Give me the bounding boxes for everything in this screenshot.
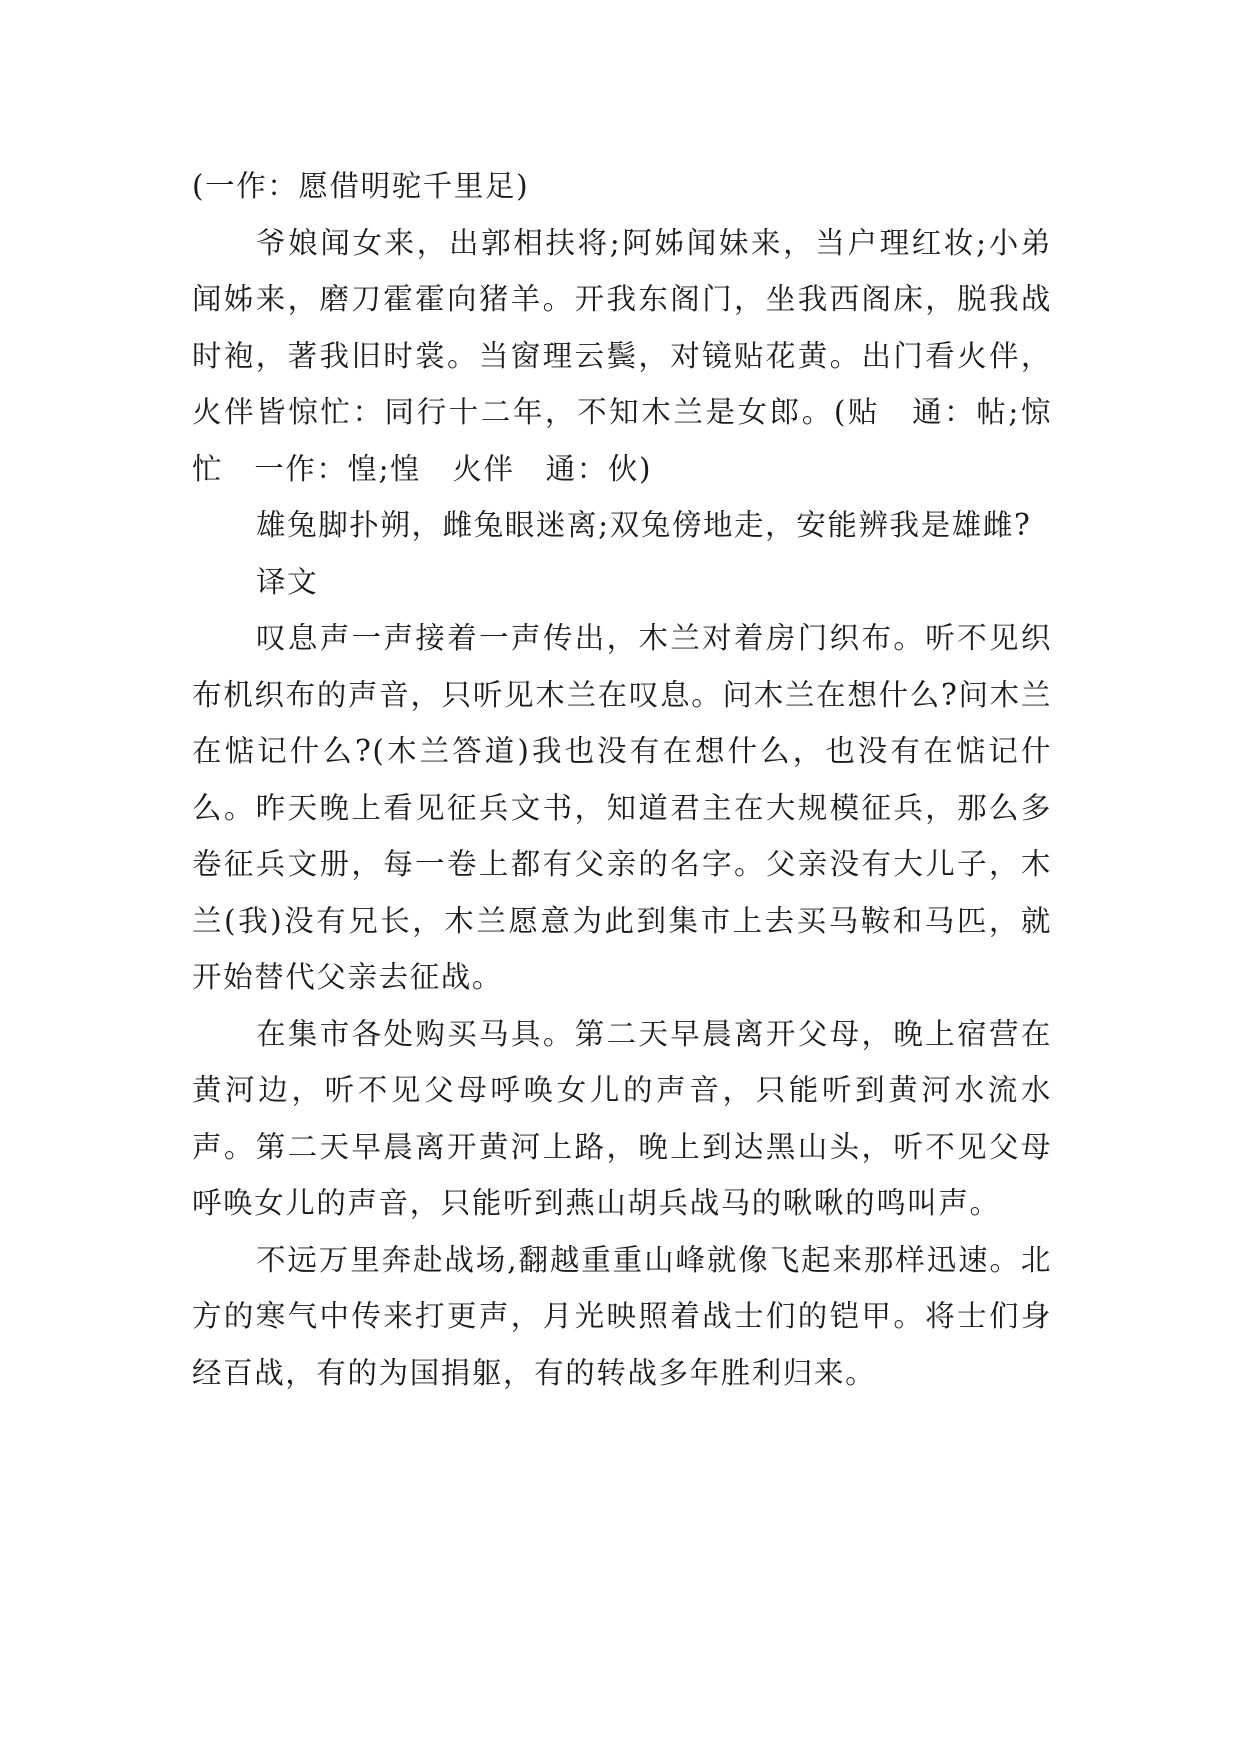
translation-heading: 译文 <box>256 564 319 599</box>
alt-reading-note: (一作：愿借明驼千里足) <box>192 169 530 203</box>
translation-paragraph-2: 在集市各处购买马具。第二天早晨离开父母，晚上宿营在黄河边，听不见父母呼唤女儿的声音，只能听到黄河水流水声。第二天早晨离开黄河上路，晚上到达黑山头，听不见父母呼唤女儿的声音，只能听到燕山胡兵战马的啾啾的鸣叫声。 <box>192 1016 1052 1220</box>
poem-stanza-homecoming: 爷娘闻女来，出郭相扶将;阿姊闻妹来，当户理红妆;小弟闻姊来，磨刀霍霍向猪羊。开我东阁门，坐我西阁床，脱我战时袍，著我旧时裳。当窗理云鬓，对镜贴花黄。出门看火伴，火伴皆惊忙：同行十二年，不知木兰是女郎。(贴 通：帖;惊忙 一作：惶;惶 火伴 通：伙) <box>192 225 1052 486</box>
translation-paragraph-3: 不远万里奔赴战场,翻越重重山峰就像飞起来那样迅速。北方的寒气中传来打更声，月光映照着战士们的铠甲。将士们身经百战，有的为国捐躯，有的转战多年胜利归来。 <box>192 1242 1052 1390</box>
poem-stanza-rabbits: 雄兔脚扑朔，雌兔眼迷离;双兔傍地走，安能辨我是雄雌? <box>256 508 1032 542</box>
document-page <box>192 158 1052 1401</box>
translation-paragraph-1: 叹息声一声接着一声传出，木兰对着房门织布。听不见织布机织布的声音，只听见木兰在叹息。问木兰在想什么?问木兰在惦记什么?(木兰答道)我也没有在想什么，也没有在惦记什么。昨天晚上看见征兵文书，知道君主在大规模征兵，那么多卷征兵文册，每一卷上都有父亲的名字。父亲没有大儿子，木兰(我)没有兄长，木兰愿意为此到集市上去买马鞍和马匹，就开始替代父亲去征战。 <box>192 621 1052 994</box>
